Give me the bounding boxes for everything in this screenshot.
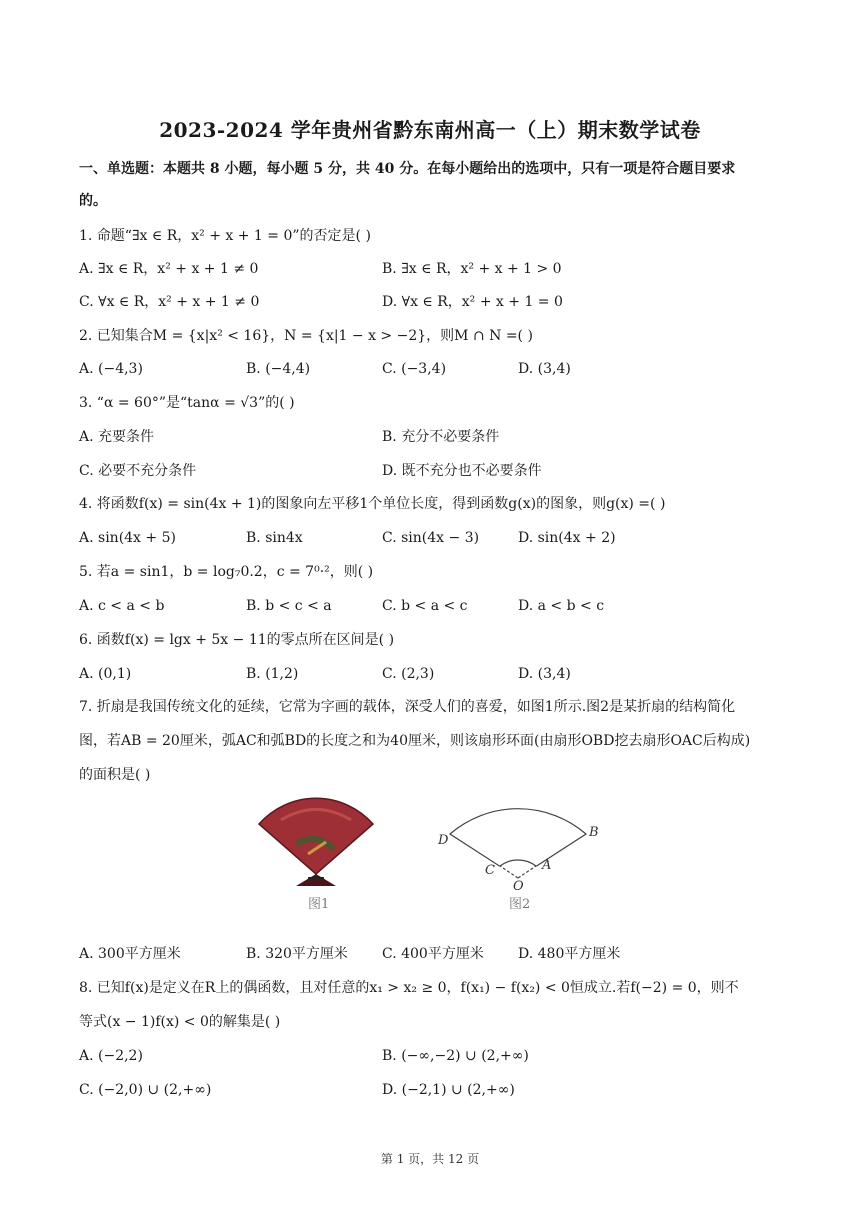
point-label-o: O xyxy=(513,879,524,894)
question-6-option-d: D. (3,4) xyxy=(518,666,571,682)
question-7-stem-line-2: 图，若AB = 20厘米，弧AC和弧BD的长度之和为40厘米，则该扇形环面(由扇形OBD挖去扇形OAC后构成) xyxy=(79,733,751,749)
question-4-option-a: A. sin(4x + 5) xyxy=(79,530,176,546)
question-2-option-c: C. (−3,4) xyxy=(382,361,447,377)
section-instructions: 一、单选题：本题共 8 小题，每小题 5 分，共 40 分。在每小题给出的选项中，只有一项是符合题目要求 xyxy=(79,161,736,177)
question-7-option-b: B. 320平方厘米 xyxy=(246,946,348,962)
question-1-option-b: B. ∃x ∈ R，x² + x + 1 > 0 xyxy=(382,261,562,277)
question-7-option-a: A. 300平方厘米 xyxy=(79,946,181,962)
question-2-option-d: D. (3,4) xyxy=(518,361,571,377)
question-3-stem: 3. “α = 60°”是“tanα = √3”的( ) xyxy=(79,395,295,411)
question-2-option-b: B. (−4,4) xyxy=(246,361,311,377)
question-7-stem-line-3: 的面积是( ) xyxy=(79,767,151,783)
question-3-option-a: A. 充要条件 xyxy=(79,429,155,445)
question-3-option-c: C. 必要不充分条件 xyxy=(79,463,197,479)
question-3-option-d: D. 既不充分也不必要条件 xyxy=(382,463,542,479)
question-1-stem: 1. 命题“∃x ∈ R，x² + x + 1 = 0”的否定是( ) xyxy=(79,228,371,244)
question-1-option-c: C. ∀x ∈ R，x² + x + 1 ≠ 0 xyxy=(79,294,260,310)
question-3-option-b: B. 充分不必要条件 xyxy=(382,429,500,445)
question-5-option-c: C. b < a < c xyxy=(382,598,468,614)
question-5-option-a: A. c < a < b xyxy=(79,598,165,614)
question-8-option-b: B. (−∞,−2) ∪ (2,+∞) xyxy=(382,1048,529,1064)
question-6-stem: 6. 函数f(x) = lgx + 5x − 11的零点所在区间是( ) xyxy=(79,632,395,648)
question-4-stem: 4. 将函数f(x) = sin(4x + 1)的图象向左平移1个单位长度，得到函数g(x)的图象，则g(x) =( ) xyxy=(79,496,666,512)
question-4-option-c: C. sin(4x − 3) xyxy=(382,530,480,546)
question-6-option-b: B. (1,2) xyxy=(246,666,299,682)
fan-diagram xyxy=(450,809,586,878)
question-7-figure xyxy=(256,794,616,914)
question-1-option-a: A. ∃x ∈ R，x² + x + 1 ≠ 0 xyxy=(79,261,259,277)
point-label-c: C xyxy=(485,863,495,878)
point-label-b: B xyxy=(589,825,599,840)
question-5-option-b: B. b < c < a xyxy=(246,598,332,614)
question-8-stem-line-2: 等式(x − 1)f(x) < 0的解集是( ) xyxy=(79,1014,281,1030)
question-4-option-b: B. sin4x xyxy=(246,530,303,546)
question-8-option-a: A. (−2,2) xyxy=(79,1048,143,1064)
question-8-stem-line-1: 8. 已知f(x)是定义在R上的偶函数，且对任意的x₁ > x₂ ≥ 0，f(x₁) − f(x₂) < 0恒成立.若f(−2) = 0，则不 xyxy=(79,980,739,996)
figure-2-caption: 图2 xyxy=(509,897,531,912)
question-7-option-c: C. 400平方厘米 xyxy=(382,946,484,962)
question-5-option-d: D. a < b < c xyxy=(518,598,605,614)
question-2-stem: 2. 已知集合M = {x|x² < 16}，N = {x|1 − x > −2}，则M ∩ N =( ) xyxy=(79,328,533,344)
folding-fan-photo xyxy=(259,798,373,886)
question-7-option-d: D. 480平方厘米 xyxy=(518,946,621,962)
question-7-stem-line-1: 7. 折扇是我国传统文化的延续，它常为字画的载体，深受人们的喜爱，如图1所示.图2是某折扇的结构简化 xyxy=(79,699,736,715)
point-label-a: A xyxy=(542,858,552,873)
question-5-stem: 5. 若a = sin1，b = log₇0.2，c = 7⁰·²，则( ) xyxy=(79,564,374,580)
question-1-option-d: D. ∀x ∈ R，x² + x + 1 = 0 xyxy=(382,294,563,310)
question-6-option-a: A. (0,1) xyxy=(79,666,132,682)
question-8-option-c: C. (−2,0) ∪ (2,+∞) xyxy=(79,1082,212,1098)
section-instructions-cont: 的。 xyxy=(79,193,107,209)
question-4-option-d: D. sin(4x + 2) xyxy=(518,530,616,546)
page-footer: 第 1 页，共 12 页 xyxy=(380,1152,480,1166)
question-6-option-c: C. (2,3) xyxy=(382,666,435,682)
question-8-option-d: D. (−2,1) ∪ (2,+∞) xyxy=(382,1082,515,1098)
figure-1-caption: 图1 xyxy=(308,897,330,912)
question-2-option-a: A. (−4,3) xyxy=(79,361,143,377)
point-label-d: D xyxy=(438,833,449,848)
page-title: 2023-2024 学年贵州省黔东南州高一（上）期末数学试卷 xyxy=(159,118,701,142)
